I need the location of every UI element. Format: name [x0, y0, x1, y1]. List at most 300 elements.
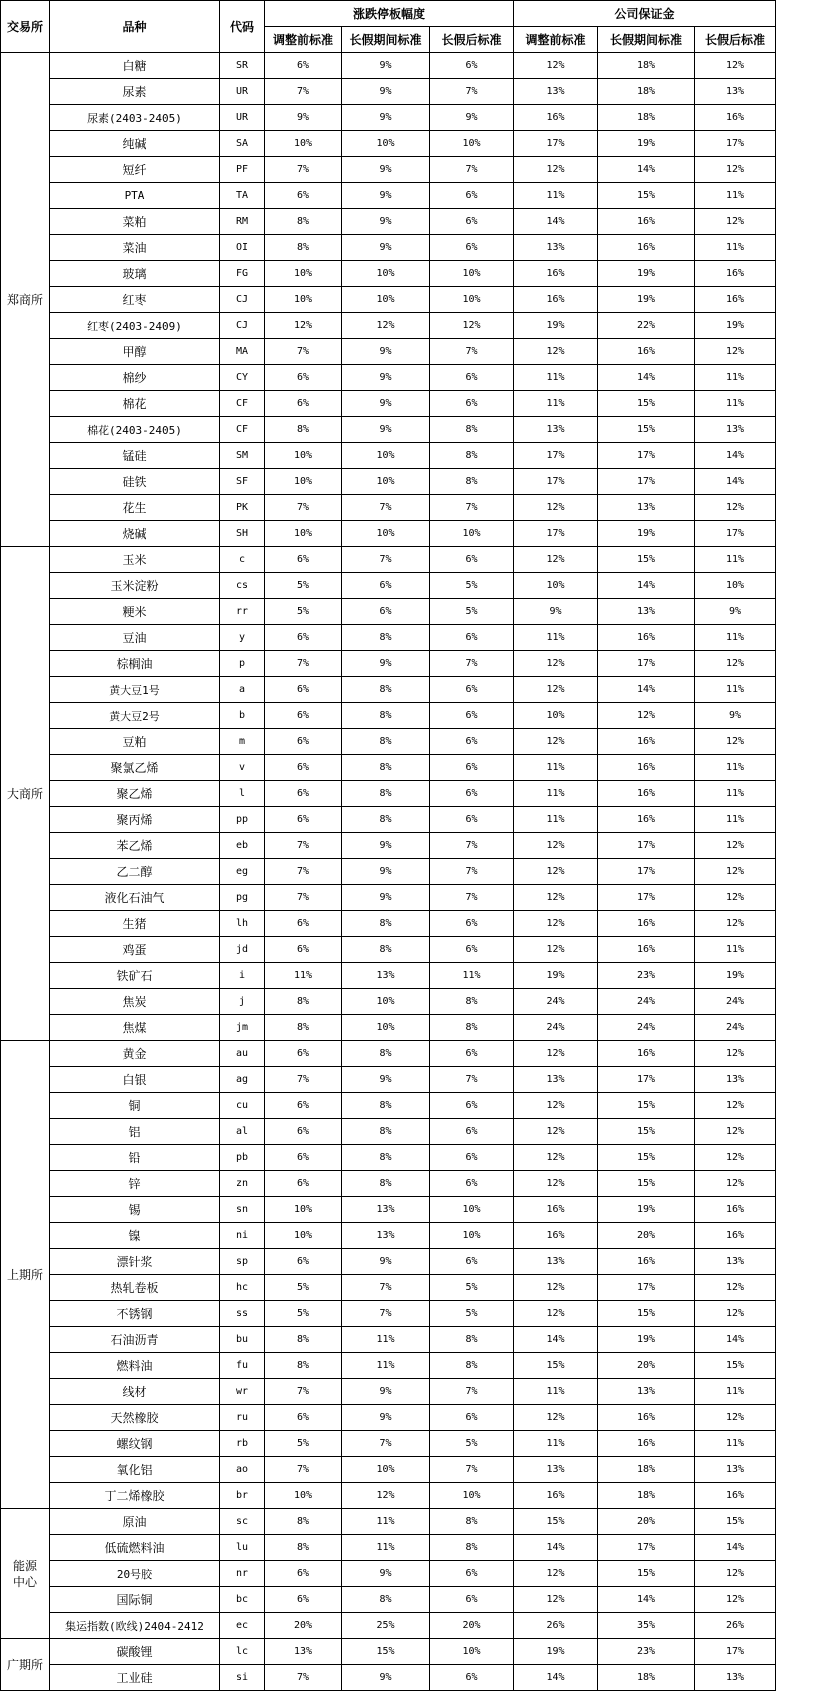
margin-after-cell: 12% — [695, 1093, 776, 1119]
limit-before-cell: 7% — [265, 1457, 342, 1483]
variety-cell: 玉米 — [50, 547, 220, 573]
variety-cell: 原油 — [50, 1509, 220, 1535]
margin-before-cell: 12% — [514, 1275, 598, 1301]
margin-after-cell: 16% — [695, 287, 776, 313]
limit-after-cell: 10% — [430, 521, 514, 547]
limit-during-cell: 9% — [342, 53, 430, 79]
margin-after-cell: 12% — [695, 833, 776, 859]
limit-during-cell: 13% — [342, 1197, 430, 1223]
code-cell: b — [220, 703, 265, 729]
table-row — [1, 807, 776, 833]
variety-cell: 棉花 — [50, 391, 220, 417]
variety-cell: 豆粕 — [50, 729, 220, 755]
margin-during-cell: 16% — [598, 1249, 695, 1275]
variety-cell: 棉纱 — [50, 365, 220, 391]
limit-after-cell: 6% — [430, 391, 514, 417]
margin-before-cell: 12% — [514, 547, 598, 573]
margin-before-cell: 16% — [514, 261, 598, 287]
margin-before-cell: 15% — [514, 1353, 598, 1379]
variety-cell: 黄大豆2号 — [50, 703, 220, 729]
limit-after-cell: 6% — [430, 937, 514, 963]
margin-after-cell: 11% — [695, 807, 776, 833]
margin-after-cell: 15% — [695, 1353, 776, 1379]
margin-after-cell: 11% — [695, 677, 776, 703]
limit-before-cell: 7% — [265, 651, 342, 677]
table-row — [1, 261, 776, 287]
limit-after-cell: 6% — [430, 729, 514, 755]
limit-before-cell: 7% — [265, 339, 342, 365]
variety-cell: 粳米 — [50, 599, 220, 625]
code-cell: SA — [220, 131, 265, 157]
table-row — [1, 911, 776, 937]
limit-during-cell: 10% — [342, 469, 430, 495]
margin-after-cell: 16% — [695, 261, 776, 287]
margin-before-cell: 11% — [514, 807, 598, 833]
limit-before-cell: 10% — [265, 521, 342, 547]
limit-before-cell: 6% — [265, 1145, 342, 1171]
table-row — [1, 79, 776, 105]
margin-during-cell: 13% — [598, 495, 695, 521]
limit-during-cell: 8% — [342, 781, 430, 807]
code-cell: si — [220, 1665, 265, 1691]
variety-cell: 液化石油气 — [50, 885, 220, 911]
limit-after-cell: 6% — [430, 911, 514, 937]
margin-during-cell: 16% — [598, 209, 695, 235]
code-cell: i — [220, 963, 265, 989]
code-cell: lc — [220, 1639, 265, 1665]
limit-before-cell: 7% — [265, 1379, 342, 1405]
limit-before-cell: 7% — [265, 157, 342, 183]
limit-before-cell: 8% — [265, 989, 342, 1015]
header-exchange: 交易所 — [1, 1, 50, 53]
limit-after-cell: 8% — [430, 1327, 514, 1353]
limit-before-cell: 6% — [265, 1041, 342, 1067]
limit-before-cell: 10% — [265, 1483, 342, 1509]
code-cell: hc — [220, 1275, 265, 1301]
exchange-cell: 上期所 — [1, 1041, 50, 1509]
limit-before-cell: 6% — [265, 937, 342, 963]
code-cell: UR — [220, 79, 265, 105]
variety-cell: 尿素 — [50, 79, 220, 105]
margin-after-cell: 14% — [695, 469, 776, 495]
margin-before-cell: 12% — [514, 1561, 598, 1587]
margin-during-cell: 17% — [598, 1067, 695, 1093]
margin-before-cell: 13% — [514, 1067, 598, 1093]
variety-cell: 苯乙烯 — [50, 833, 220, 859]
limit-during-cell: 10% — [342, 287, 430, 313]
code-cell: sc — [220, 1509, 265, 1535]
code-cell: br — [220, 1483, 265, 1509]
table-row — [1, 1457, 776, 1483]
table-row — [1, 599, 776, 625]
margin-during-cell: 20% — [598, 1353, 695, 1379]
limit-after-cell: 7% — [430, 885, 514, 911]
limit-during-cell: 8% — [342, 1041, 430, 1067]
limit-before-cell: 6% — [265, 677, 342, 703]
code-cell: SH — [220, 521, 265, 547]
limit-during-cell: 9% — [342, 417, 430, 443]
limit-after-cell: 5% — [430, 573, 514, 599]
limit-before-cell: 5% — [265, 573, 342, 599]
limit-after-cell: 7% — [430, 339, 514, 365]
margin-after-cell: 12% — [695, 1119, 776, 1145]
margin-during-cell: 19% — [598, 521, 695, 547]
variety-cell: 天然橡胶 — [50, 1405, 220, 1431]
limit-during-cell: 8% — [342, 729, 430, 755]
code-cell: ss — [220, 1301, 265, 1327]
code-cell: CF — [220, 417, 265, 443]
margin-during-cell: 17% — [598, 443, 695, 469]
limit-before-cell: 7% — [265, 1067, 342, 1093]
margin-during-cell: 16% — [598, 1431, 695, 1457]
margin-after-cell: 17% — [695, 1639, 776, 1665]
margin-before-cell: 14% — [514, 1327, 598, 1353]
table-row — [1, 573, 776, 599]
limit-before-cell: 6% — [265, 1119, 342, 1145]
margin-during-cell: 35% — [598, 1613, 695, 1639]
limit-during-cell: 8% — [342, 807, 430, 833]
limit-before-cell: 5% — [265, 1275, 342, 1301]
margin-during-cell: 16% — [598, 339, 695, 365]
variety-cell: 铝 — [50, 1119, 220, 1145]
limit-during-cell: 8% — [342, 937, 430, 963]
margin-during-cell: 16% — [598, 729, 695, 755]
limit-during-cell: 15% — [342, 1639, 430, 1665]
exchange-cell: 能源中心 — [1, 1509, 50, 1639]
margin-during-cell: 15% — [598, 1171, 695, 1197]
code-cell: CJ — [220, 313, 265, 339]
table-row — [1, 1613, 776, 1639]
limit-after-cell: 6% — [430, 1665, 514, 1691]
margin-during-cell: 19% — [598, 261, 695, 287]
limit-during-cell: 9% — [342, 79, 430, 105]
variety-cell: 漂针浆 — [50, 1249, 220, 1275]
variety-cell: 铅 — [50, 1145, 220, 1171]
limit-during-cell: 10% — [342, 131, 430, 157]
limit-after-cell: 7% — [430, 1067, 514, 1093]
limit-after-cell: 7% — [430, 1457, 514, 1483]
table-row — [1, 339, 776, 365]
limit-after-cell: 6% — [430, 677, 514, 703]
margin-after-cell: 11% — [695, 937, 776, 963]
limit-after-cell: 6% — [430, 547, 514, 573]
margin-after-cell: 17% — [695, 131, 776, 157]
code-cell: l — [220, 781, 265, 807]
limit-before-cell: 7% — [265, 859, 342, 885]
margin-before-cell: 12% — [514, 1171, 598, 1197]
margin-after-cell: 12% — [695, 729, 776, 755]
margin-after-cell: 13% — [695, 1067, 776, 1093]
code-cell: FG — [220, 261, 265, 287]
limit-before-cell: 7% — [265, 885, 342, 911]
table-row — [1, 729, 776, 755]
variety-cell: 氧化铝 — [50, 1457, 220, 1483]
code-cell: ec — [220, 1613, 265, 1639]
table-row — [1, 1249, 776, 1275]
exchange-cell: 广期所 — [1, 1639, 50, 1691]
limit-during-cell: 9% — [342, 1249, 430, 1275]
code-cell: MA — [220, 339, 265, 365]
margin-during-cell: 17% — [598, 651, 695, 677]
limit-before-cell: 6% — [265, 183, 342, 209]
margin-during-cell: 15% — [598, 1301, 695, 1327]
margin-during-cell: 17% — [598, 1275, 695, 1301]
variety-cell: 燃料油 — [50, 1353, 220, 1379]
margin-during-cell: 24% — [598, 1015, 695, 1041]
limit-before-cell: 8% — [265, 417, 342, 443]
limit-during-cell: 9% — [342, 105, 430, 131]
variety-cell: 白银 — [50, 1067, 220, 1093]
margin-during-cell: 19% — [598, 1197, 695, 1223]
variety-cell: 铁矿石 — [50, 963, 220, 989]
limit-during-cell: 8% — [342, 677, 430, 703]
margin-before-cell: 11% — [514, 1431, 598, 1457]
header-limit-after: 长假后标准 — [430, 27, 514, 53]
limit-before-cell: 6% — [265, 53, 342, 79]
margin-before-cell: 19% — [514, 1639, 598, 1665]
limit-during-cell: 10% — [342, 1457, 430, 1483]
margin-during-cell: 17% — [598, 469, 695, 495]
margin-before-cell: 12% — [514, 859, 598, 885]
variety-cell: 生猪 — [50, 911, 220, 937]
limit-before-cell: 7% — [265, 833, 342, 859]
margin-during-cell: 23% — [598, 963, 695, 989]
margin-during-cell: 15% — [598, 391, 695, 417]
limit-after-cell: 8% — [430, 1353, 514, 1379]
margin-before-cell: 12% — [514, 833, 598, 859]
variety-cell: 国际铜 — [50, 1587, 220, 1613]
table-row — [1, 1093, 776, 1119]
limit-after-cell: 8% — [430, 1509, 514, 1535]
margin-before-cell: 15% — [514, 1509, 598, 1535]
limit-after-cell: 6% — [430, 625, 514, 651]
table-row — [1, 1197, 776, 1223]
limit-after-cell: 10% — [430, 1223, 514, 1249]
limit-during-cell: 25% — [342, 1613, 430, 1639]
table-row — [1, 209, 776, 235]
limit-before-cell: 6% — [265, 391, 342, 417]
limit-after-cell: 7% — [430, 833, 514, 859]
header-margin-before: 调整前标准 — [514, 27, 598, 53]
table-row — [1, 1015, 776, 1041]
variety-cell: 锌 — [50, 1171, 220, 1197]
variety-cell: 聚丙烯 — [50, 807, 220, 833]
margin-before-cell: 17% — [514, 521, 598, 547]
table-row — [1, 937, 776, 963]
margin-during-cell: 16% — [598, 235, 695, 261]
margin-after-cell: 12% — [695, 495, 776, 521]
code-cell: ru — [220, 1405, 265, 1431]
table-row — [1, 521, 776, 547]
limit-before-cell: 6% — [265, 807, 342, 833]
code-cell: SR — [220, 53, 265, 79]
margin-before-cell: 17% — [514, 469, 598, 495]
limit-before-cell: 6% — [265, 703, 342, 729]
variety-cell: 石油沥青 — [50, 1327, 220, 1353]
variety-cell: PTA — [50, 183, 220, 209]
table-row — [1, 651, 776, 677]
margin-during-cell: 17% — [598, 859, 695, 885]
code-cell: TA — [220, 183, 265, 209]
variety-cell: 白糖 — [50, 53, 220, 79]
margin-before-cell: 12% — [514, 651, 598, 677]
table-row — [1, 1535, 776, 1561]
table-row — [1, 1509, 776, 1535]
table-row — [1, 1145, 776, 1171]
limit-before-cell: 9% — [265, 105, 342, 131]
limit-before-cell: 8% — [265, 1509, 342, 1535]
limit-after-cell: 7% — [430, 157, 514, 183]
margin-during-cell: 16% — [598, 755, 695, 781]
limit-during-cell: 9% — [342, 1379, 430, 1405]
margin-during-cell: 14% — [598, 677, 695, 703]
margin-after-cell: 11% — [695, 365, 776, 391]
table-row — [1, 391, 776, 417]
margin-during-cell: 24% — [598, 989, 695, 1015]
table-row — [1, 1327, 776, 1353]
table-row — [1, 885, 776, 911]
limit-during-cell: 6% — [342, 573, 430, 599]
margin-after-cell: 12% — [695, 53, 776, 79]
limit-before-cell: 5% — [265, 599, 342, 625]
code-cell: lh — [220, 911, 265, 937]
limit-before-cell: 10% — [265, 287, 342, 313]
limit-after-cell: 10% — [430, 131, 514, 157]
limit-after-cell: 6% — [430, 1119, 514, 1145]
margin-during-cell: 14% — [598, 157, 695, 183]
margin-before-cell: 11% — [514, 365, 598, 391]
margin-after-cell: 11% — [695, 755, 776, 781]
limit-before-cell: 8% — [265, 235, 342, 261]
margin-after-cell: 24% — [695, 1015, 776, 1041]
limit-during-cell: 8% — [342, 1171, 430, 1197]
margin-before-cell: 12% — [514, 885, 598, 911]
margin-during-cell: 12% — [598, 703, 695, 729]
table-row — [1, 1119, 776, 1145]
table-row — [1, 1405, 776, 1431]
limit-before-cell: 13% — [265, 1639, 342, 1665]
limit-before-cell: 6% — [265, 1405, 342, 1431]
limit-during-cell: 9% — [342, 1665, 430, 1691]
margin-during-cell: 22% — [598, 313, 695, 339]
limit-during-cell: 7% — [342, 547, 430, 573]
table-row — [1, 1379, 776, 1405]
limit-after-cell: 6% — [430, 365, 514, 391]
limit-before-cell: 20% — [265, 1613, 342, 1639]
limit-after-cell: 5% — [430, 1275, 514, 1301]
limit-after-cell: 7% — [430, 1379, 514, 1405]
limit-before-cell: 10% — [265, 261, 342, 287]
margin-during-cell: 14% — [598, 573, 695, 599]
limit-during-cell: 9% — [342, 1067, 430, 1093]
table-row — [1, 625, 776, 651]
header-margin-during: 长假期间标准 — [598, 27, 695, 53]
table-row — [1, 1041, 776, 1067]
table-row — [1, 963, 776, 989]
margin-before-cell: 24% — [514, 989, 598, 1015]
limit-before-cell: 6% — [265, 781, 342, 807]
limit-before-cell: 6% — [265, 547, 342, 573]
margin-during-cell: 15% — [598, 1561, 695, 1587]
code-cell: pp — [220, 807, 265, 833]
margin-before-cell: 16% — [514, 1197, 598, 1223]
variety-cell: 棉花(2403-2405) — [50, 417, 220, 443]
margin-before-cell: 16% — [514, 105, 598, 131]
margin-before-cell: 12% — [514, 937, 598, 963]
variety-cell: 集运指数(欧线)2404-2412 — [50, 1613, 220, 1639]
code-cell: pg — [220, 885, 265, 911]
margin-before-cell: 12% — [514, 1587, 598, 1613]
limit-after-cell: 7% — [430, 859, 514, 885]
variety-cell: 锡 — [50, 1197, 220, 1223]
margin-during-cell: 14% — [598, 1587, 695, 1613]
table-row — [1, 313, 776, 339]
variety-cell: 纯碱 — [50, 131, 220, 157]
limit-before-cell: 6% — [265, 755, 342, 781]
limit-after-cell: 20% — [430, 1613, 514, 1639]
margin-before-cell: 13% — [514, 1249, 598, 1275]
variety-cell: 镍 — [50, 1223, 220, 1249]
margin-before-cell: 14% — [514, 1665, 598, 1691]
limit-after-cell: 6% — [430, 703, 514, 729]
limit-before-cell: 10% — [265, 443, 342, 469]
table-row — [1, 183, 776, 209]
variety-cell: 红枣 — [50, 287, 220, 313]
margin-before-cell: 10% — [514, 573, 598, 599]
margin-before-cell: 11% — [514, 1379, 598, 1405]
limit-during-cell: 10% — [342, 443, 430, 469]
variety-cell: 菜油 — [50, 235, 220, 261]
variety-cell: 工业硅 — [50, 1665, 220, 1691]
variety-cell: 黄大豆1号 — [50, 677, 220, 703]
margin-during-cell: 16% — [598, 807, 695, 833]
margin-after-cell: 11% — [695, 781, 776, 807]
limit-after-cell: 6% — [430, 755, 514, 781]
table-row — [1, 131, 776, 157]
code-cell: au — [220, 1041, 265, 1067]
variety-cell: 焦炭 — [50, 989, 220, 1015]
limit-during-cell: 9% — [342, 651, 430, 677]
limit-after-cell: 6% — [430, 1171, 514, 1197]
table-row — [1, 53, 776, 79]
limit-during-cell: 9% — [342, 859, 430, 885]
margin-before-cell: 13% — [514, 417, 598, 443]
limit-before-cell: 6% — [265, 1561, 342, 1587]
limit-after-cell: 8% — [430, 989, 514, 1015]
margin-before-cell: 13% — [514, 79, 598, 105]
limit-during-cell: 6% — [342, 599, 430, 625]
limit-before-cell: 6% — [265, 1249, 342, 1275]
code-cell: PF — [220, 157, 265, 183]
margin-during-cell: 14% — [598, 365, 695, 391]
table-row — [1, 157, 776, 183]
variety-cell: 短纤 — [50, 157, 220, 183]
table-row — [1, 1639, 776, 1665]
code-cell: al — [220, 1119, 265, 1145]
limit-before-cell: 8% — [265, 1015, 342, 1041]
margin-before-cell: 19% — [514, 313, 598, 339]
margin-after-cell: 13% — [695, 1249, 776, 1275]
code-cell: cu — [220, 1093, 265, 1119]
limit-before-cell: 5% — [265, 1301, 342, 1327]
margin-during-cell: 13% — [598, 1379, 695, 1405]
code-cell: zn — [220, 1171, 265, 1197]
margin-before-cell: 26% — [514, 1613, 598, 1639]
limit-after-cell: 6% — [430, 1587, 514, 1613]
header-limit-before: 调整前标准 — [265, 27, 342, 53]
margin-during-cell: 18% — [598, 1457, 695, 1483]
margin-during-cell: 16% — [598, 1041, 695, 1067]
